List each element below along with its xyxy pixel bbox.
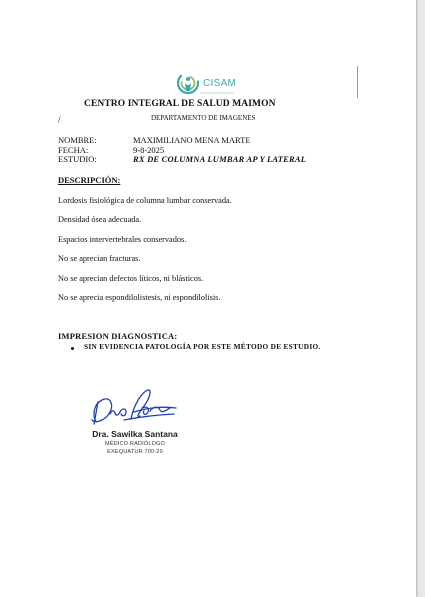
impression-item: SIN EVIDENCIA PATOLOGÍA POR ESTE MÉTODO DE ESTUDIO. (84, 342, 321, 351)
name-label: NOMBRE: (58, 135, 97, 145)
description-heading: DESCRIPCIÓN: (58, 175, 121, 185)
impression-heading: IMPRESION DIAGNOSTICA: (58, 331, 178, 341)
finding-line: Densidad ósea adecuada. (58, 215, 142, 224)
slash-mark: / (58, 115, 61, 125)
handwritten-signature (84, 384, 184, 434)
finding-line: Lordosis fisiológica de columna lumbar conservada. (58, 196, 232, 205)
name-value: MAXIMILIANO MENA MARTE (133, 135, 251, 145)
bullet-icon (71, 347, 74, 350)
margin-line (357, 66, 358, 98)
logo-text: CISAM (203, 78, 237, 89)
date-label: FECHA: (58, 145, 89, 155)
department-name: DEPARTAMENTO DE IMAGENES (151, 114, 256, 122)
study-label: ESTUDIO: (58, 154, 97, 164)
doctor-title: MÉDICO RADIÓLOGO (104, 441, 166, 447)
date-value: 9-8-2025 (133, 145, 165, 155)
doctor-exequatur: EXEQUATUR 700-20 (107, 449, 163, 455)
finding-line: No se aprecian fracturas. (58, 254, 141, 263)
doctor-name: Dra. Sawilka Santana (92, 429, 178, 439)
center-name: CENTRO INTEGRAL DE SALUD MAIMON (84, 99, 276, 109)
finding-line: No se aprecian defectos líticos, ni blásticos. (58, 274, 204, 283)
study-value: RX DE COLUMNA LUMBAR AP Y LATERAL (133, 154, 307, 164)
finding-line: No se aprecia espondilolistesis, ni espondilolisis. (58, 293, 221, 302)
finding-line: Espacios intervertebrales conservados. (58, 235, 187, 244)
